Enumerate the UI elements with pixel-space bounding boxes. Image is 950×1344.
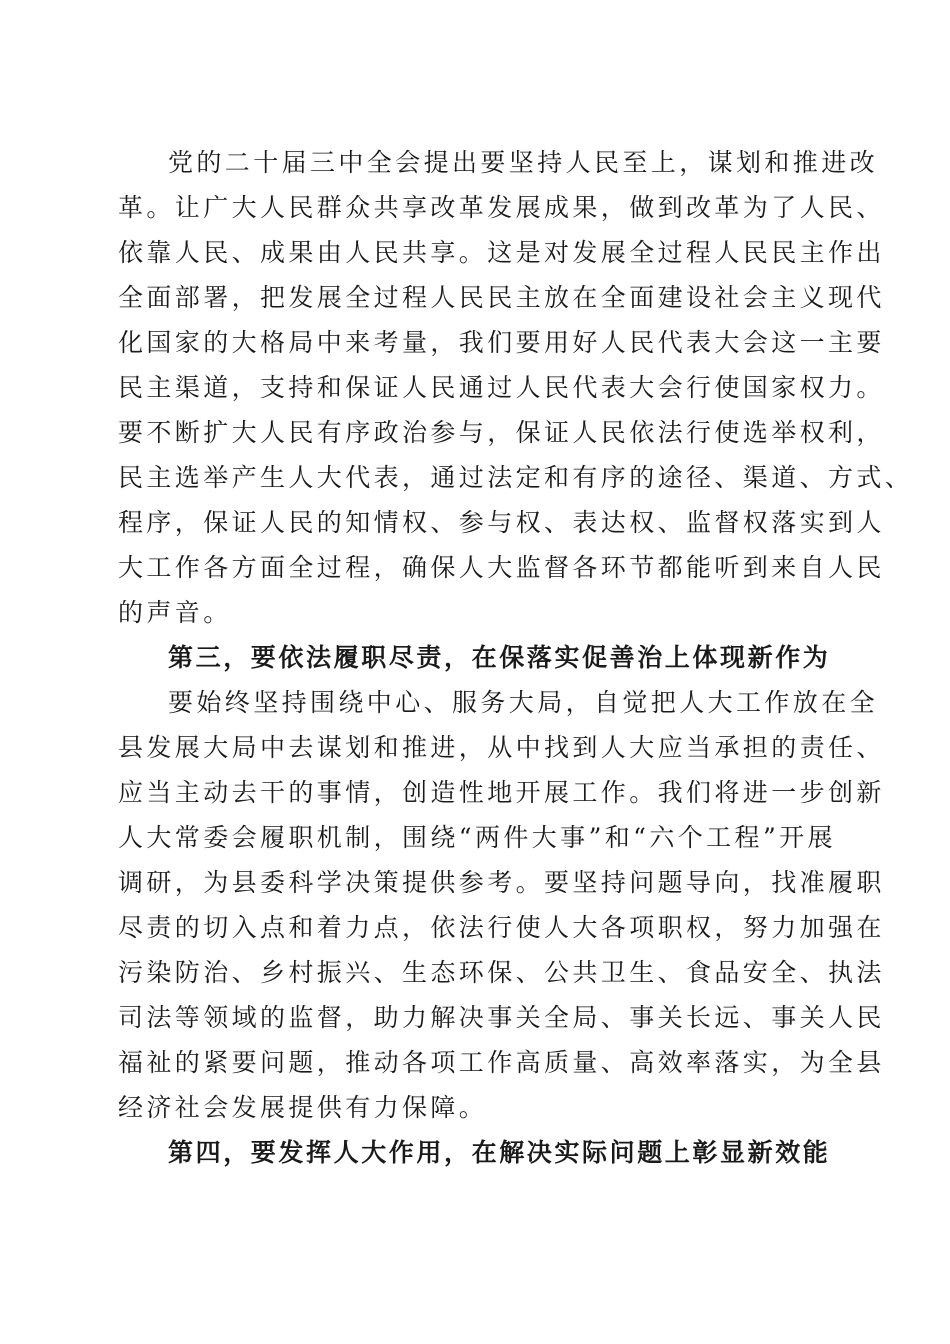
paragraph-1-line-6: 民主渠道，支持和保证人民通过人民代表大会行使国家权力。 [118,373,885,402]
paragraph-1-line-4: 全面部署，把发展全过程人民民主放在全面建设社会主义现代 [118,283,885,312]
paragraph-2-line-2: 县发展大局中去谋划和推进，从中找到人大应当承担的责任、 [118,733,885,762]
paragraph-2-line-4: 人大常委会履职机制，围绕“两件大事”和“六个工程”开展 [118,823,836,852]
paragraph-2-line-5: 调研，为县委科学决策提供参考。要坚持问题导向，找准履职 [118,868,885,897]
paragraph-2-line-10: 经济社会发展提供有力保障。 [118,1093,488,1122]
paragraph-1-line-8: 民主选举产生人大代表，通过法定和有序的途径、渠道、方式、 [118,463,914,492]
paragraph-2-line-6: 尽责的切入点和着力点，依法行使人大各项职权，努力加强在 [118,913,885,942]
paragraph-2-line-8: 司法等领域的监督，助力解决事关全局、事关长远、事关人民 [118,1003,885,1032]
paragraph-2-line-9: 福祉的紧要问题，推动各项工作高质量、高效率落实，为全县 [118,1048,885,1077]
paragraph-1-line-7: 要不断扩大人民有序政治参与，保证人民依法行使选举权利， [118,418,885,447]
paragraph-2-line-7: 污染防治、乡村振兴、生态环保、公共卫生、食品安全、执法 [118,958,885,987]
paragraph-1-line-1: 党的二十届三中全会提出要坚持人民至上，谋划和推进改 [168,148,879,177]
paragraph-2-line-1: 要始终坚持围绕中心、服务大局，自觉把人大工作放在全 [168,688,879,717]
paragraph-1-line-10: 大工作各方面全过程，确保人大监督各环节都能听到来自人民 [118,553,885,582]
paragraph-1-line-5: 化国家的大格局中来考量，我们要用好人民代表大会这一主要 [118,328,885,357]
section-heading-fourth: 第四，要发挥人大作用，在解决实际问题上彰显新效能 [168,1138,831,1167]
paragraph-2-line-3: 应当主动去干的事情，创造性地开展工作。我们将进一步创新 [118,778,885,807]
section-heading-third: 第三，要依法履职尽责，在保落实促善治上体现新作为 [168,643,831,672]
paragraph-1-line-2: 革。让广大人民群众共享改革发展成果，做到改革为了人民、 [118,193,885,222]
paragraph-1-line-9: 程序，保证人民的知情权、参与权、表达权、监督权落实到人 [118,508,885,537]
paragraph-1-line-3: 依靠人民、成果由人民共享。这是对发展全过程人民民主作出 [118,238,885,267]
paragraph-1-line-11: 的声音。 [118,598,232,627]
